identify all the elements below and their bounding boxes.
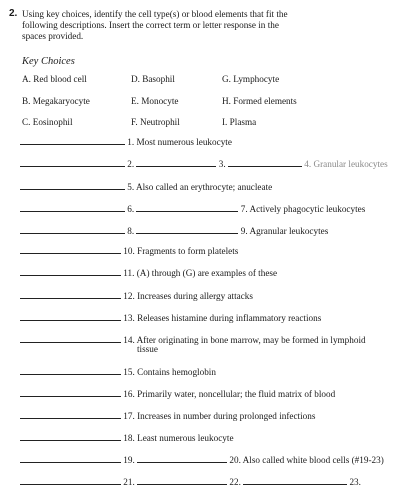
item-number: 6. xyxy=(127,204,135,214)
answer-row xyxy=(20,387,335,399)
key-choice-d: D. Basophil xyxy=(131,74,175,84)
item-description: Increases during allergy attacks xyxy=(137,291,253,301)
item-description: Also called white blood cells (#19-23) xyxy=(242,455,384,465)
answer-blank[interactable] xyxy=(20,431,121,441)
answer-blank[interactable] xyxy=(243,475,347,485)
question-number: 2. xyxy=(9,8,18,19)
item-number: 15. xyxy=(123,367,135,377)
item-description: Releases histamine during inflammatory reactions xyxy=(137,313,322,323)
answer-blank[interactable] xyxy=(136,157,216,167)
item-number: 23. xyxy=(349,477,361,487)
item-number: 8. xyxy=(127,226,135,236)
answer-blank[interactable] xyxy=(136,202,238,212)
answer-blank[interactable] xyxy=(137,475,227,485)
item-description: Least numerous leukocyte xyxy=(137,433,234,443)
answer-row xyxy=(20,180,272,192)
answer-blank[interactable] xyxy=(20,157,125,167)
item-number: 2. xyxy=(127,159,135,169)
answer-row xyxy=(20,157,388,169)
answer-blank[interactable] xyxy=(20,333,121,343)
item-description: Actively phagocytic leukocytes xyxy=(249,204,366,214)
key-choice-b: B. Megakaryocyte xyxy=(22,96,90,106)
answer-blank[interactable] xyxy=(136,224,238,234)
answer-row xyxy=(20,453,384,465)
item-description: Most numerous leukocyte xyxy=(136,137,232,147)
item-description: Increases in number during prolonged infections xyxy=(137,411,316,421)
item-number: 20. xyxy=(229,455,241,465)
item-description: Primarily water, noncellular; the fluid matrix of blood xyxy=(137,389,336,399)
item-number: 21. xyxy=(123,477,135,487)
answer-row xyxy=(20,266,277,278)
item-description: Fragments to form platelets xyxy=(137,246,239,256)
key-choice-f: F. Neutrophil xyxy=(131,117,180,127)
answer-row xyxy=(20,475,361,487)
item-description: Granular leukocytes xyxy=(313,159,388,169)
answer-blank[interactable] xyxy=(20,475,121,485)
answer-blank[interactable] xyxy=(20,311,121,321)
answer-row xyxy=(20,244,238,256)
item-number: 19. xyxy=(123,455,135,465)
item-number: 10. xyxy=(123,246,135,256)
item-description-continued: tissue xyxy=(137,344,158,354)
answer-blank[interactable] xyxy=(20,365,121,375)
item-number: 22. xyxy=(229,477,241,487)
item-number: 3. xyxy=(218,159,226,169)
answer-blank[interactable] xyxy=(20,266,121,276)
answer-row xyxy=(20,431,234,443)
item-number: 17. xyxy=(123,411,135,421)
key-choice-c: C. Eosinophil xyxy=(22,117,73,127)
item-number: 12. xyxy=(123,291,135,301)
answer-blank[interactable] xyxy=(20,289,121,299)
answer-row xyxy=(20,333,366,345)
item-number: 13. xyxy=(123,313,135,323)
item-number: 16. xyxy=(123,389,135,399)
answer-blank[interactable] xyxy=(20,409,121,419)
answer-row xyxy=(20,224,328,236)
answer-blank[interactable] xyxy=(20,135,125,145)
key-choice-a: A. Red blood cell xyxy=(22,74,87,84)
item-description: (A) through (G) are examples of these xyxy=(136,268,278,278)
key-choices-title: Key Choices xyxy=(22,56,75,67)
answer-blank[interactable] xyxy=(20,387,121,397)
item-description: After originating in bone marrow, may be formed in lymphoid xyxy=(136,335,366,345)
answer-row xyxy=(20,289,253,301)
item-description: Contains hemoglobin xyxy=(137,367,216,377)
answer-row xyxy=(20,409,315,421)
instructions xyxy=(22,9,288,42)
item-number: 4. xyxy=(304,159,312,169)
instruction-line-3: spaces provided. xyxy=(22,31,84,41)
item-number: 18. xyxy=(123,433,135,443)
item-description: Also called an erythrocyte; anucleate xyxy=(135,182,273,192)
key-choice-g: G. Lymphocyte xyxy=(222,74,280,84)
item-number: 7. xyxy=(240,204,248,214)
item-number: 11. xyxy=(123,268,135,278)
instruction-line-2: following descriptions. Insert the correct term or letter response in the xyxy=(22,20,279,30)
answer-blank[interactable] xyxy=(20,202,125,212)
item-number: 5. xyxy=(127,182,135,192)
answer-row xyxy=(20,135,232,147)
answer-blank[interactable] xyxy=(228,157,302,167)
item-number: 9. xyxy=(240,226,248,236)
answer-blank[interactable] xyxy=(20,244,121,254)
instruction-line-1: Using key choices, identify the cell type(s) or blood elements that fit the xyxy=(22,9,288,19)
key-choice-e: E. Monocyte xyxy=(131,96,179,106)
item-description: Agranular leukocytes xyxy=(249,226,329,236)
item-number: 14. xyxy=(123,335,135,345)
key-choice-h: H. Formed elements xyxy=(222,96,297,106)
key-choice-i: I. Plasma xyxy=(222,117,257,127)
answer-row xyxy=(20,202,365,214)
answer-row xyxy=(20,365,216,377)
answer-blank[interactable] xyxy=(20,453,121,463)
answer-row xyxy=(20,311,321,323)
answer-blank[interactable] xyxy=(20,224,125,234)
item-number: 1. xyxy=(127,137,135,147)
answer-blank[interactable] xyxy=(20,180,125,190)
answer-blank[interactable] xyxy=(137,453,227,463)
